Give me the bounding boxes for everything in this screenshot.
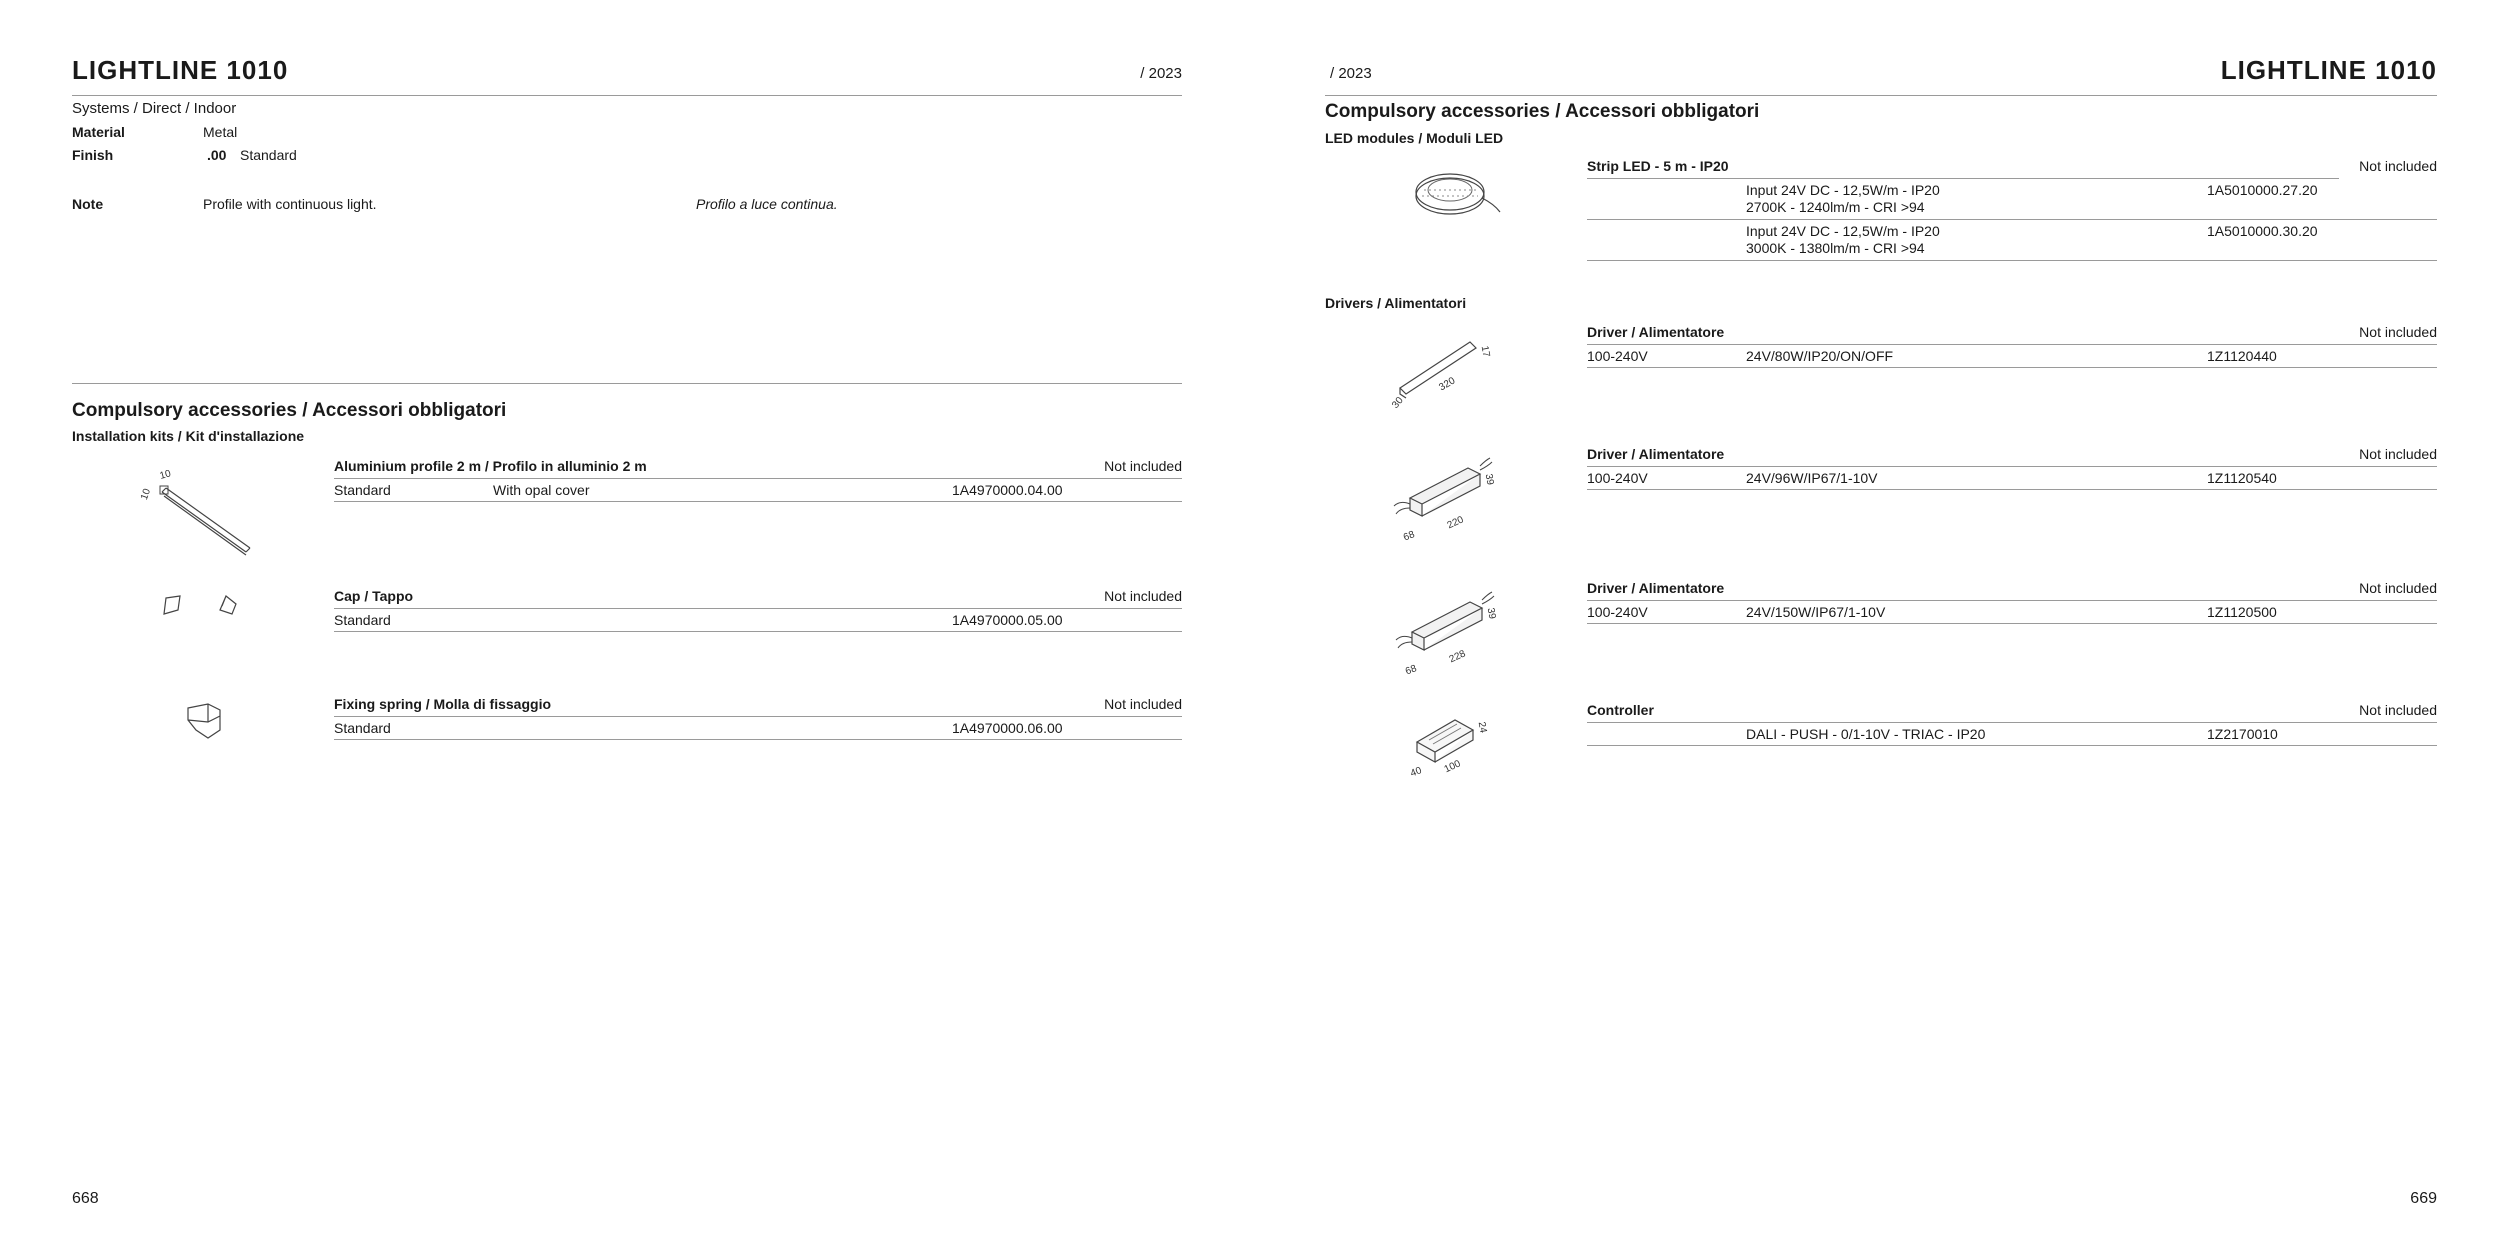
breadcrumb: Systems / Direct / Indoor [72,100,237,117]
section-title: Compulsory accessories / Accessori obbligatori [72,400,507,421]
table-row [1587,178,2339,219]
accessory-aluminium-profile [334,458,1182,502]
accessory-title: Fixing spring / Molla di fissaggio [334,696,552,712]
header-rule [1325,95,2437,96]
row-code: 1A5010000.30.20 [2207,223,2318,239]
row-code: 1Z2170010 [2207,726,2278,742]
right-page [1325,0,2437,1250]
row-spec: DALI - PUSH - 0/1-10V - TRIAC - IP20 [1746,726,1986,742]
driver-dim-width: 30 [1390,395,1406,411]
included-status: Not included [1104,696,1182,712]
left-page [72,0,1182,1250]
included-status: Not included [2359,702,2437,718]
subsection-drivers: Drivers / Alimentatori [1325,295,1467,311]
finish-code: .00 [207,147,227,163]
driver-dim-length: 220 [1445,514,1466,532]
table-row [334,478,1182,502]
included-status: Not included [1104,458,1182,474]
included-status: Not included [2359,324,2437,340]
row-variant: Standard [334,612,391,628]
subsection-title: Installation kits / Kit d'installazione [72,428,305,444]
cap-image [158,592,258,622]
row-spec-line2: 3000K - 1380lm/m - CRI >94 [1746,240,1925,256]
accessory-driver-150w [1587,580,2437,624]
row-variant: Standard [334,720,391,736]
controller-dim-height: 24 [1475,720,1489,734]
note-label: Note [72,196,104,212]
table-row [1587,466,2437,490]
table-row [1587,722,2437,746]
row-input: 100-240V [1587,604,1648,620]
subsection-led: LED modules / Moduli LED [1325,130,1504,146]
table-row [334,716,1182,740]
accessory-title: Driver / Alimentatore [1587,446,1725,462]
included-status: Not included [1104,588,1182,604]
driver-150w-image [1390,582,1500,677]
section-rule [72,383,1182,384]
year-label: / 2023 [1330,65,1372,82]
row-description: With opal cover [493,482,590,498]
controller-dim-length: 100 [1442,758,1463,776]
driver-dim-length: 320 [1437,375,1458,394]
driver-dim-height: 39 [1484,606,1498,620]
row-input: 100-240V [1587,470,1648,486]
page-number: 669 [2410,1190,2437,1207]
row-code: 1Z1120540 [2207,470,2277,486]
accessory-title: Cap / Tappo [334,588,414,604]
row-input: 100-240V [1587,348,1648,364]
profile-dim-width: 10 [158,468,173,482]
note-english: Profile with continuous light. [203,196,377,212]
driver-80w-image [1390,328,1500,413]
row-code: 1A4970000.04.00 [952,482,1063,498]
row-spec: 24V/80W/IP20/ON/OFF [1746,348,1894,364]
driver-dim-height: 39 [1482,472,1496,486]
accessory-driver-80w [1587,324,2437,368]
included-status: Not included [2359,580,2437,596]
table-row [1587,344,2437,368]
controller-image [1405,700,1505,780]
row-variant: Standard [334,482,391,498]
row-code: 1A4970000.06.00 [952,720,1063,736]
driver-dim-width: 68 [1404,663,1419,678]
led-strip-image [1410,162,1505,222]
accessory-title: Driver / Alimentatore [1587,580,1725,596]
finish-value: Standard [240,147,297,163]
table-row [334,608,1182,632]
section-title: Compulsory accessories / Accessori obbligatori [1325,101,1760,122]
material-value: Metal [203,124,238,140]
row-spec-line1: Input 24V DC - 12,5W/m - IP20 [1746,223,1940,239]
driver-dim-length: 228 [1447,648,1468,666]
row-spec: 24V/96W/IP67/1-10V [1746,470,1878,486]
driver-dim-width: 68 [1402,529,1417,544]
year-label: / 2023 [1140,65,1182,82]
row-code: 1A4970000.05.00 [952,612,1063,628]
row-spec-line1: Input 24V DC - 12,5W/m - IP20 [1746,182,1940,198]
accessory-title: Strip LED - 5 m - IP20 [1587,158,1729,174]
table-row [1587,600,2437,624]
page-title: LIGHTLINE 1010 [2220,55,2437,85]
accessory-led-strip [1587,158,2437,261]
accessory-cap [334,588,1182,632]
row-code: 1A5010000.27.20 [2207,182,2318,198]
accessory-fixing-spring [334,696,1182,740]
accessory-title: Driver / Alimentatore [1587,324,1725,340]
driver-dim-height: 17 [1478,344,1492,358]
included-status: Not included [2359,446,2437,462]
header-rule [72,95,1182,96]
accessory-driver-96w [1587,446,2437,490]
fixing-spring-image [182,700,232,745]
driver-96w-image [1390,448,1500,543]
material-label: Material [72,124,125,140]
row-spec-line2: 2700K - 1240lm/m - CRI >94 [1746,199,1925,215]
page-title: LIGHTLINE 1010 [72,55,289,85]
aluminium-profile-image [134,462,264,557]
controller-dim-width: 40 [1409,765,1424,780]
table-row [1587,219,2437,261]
note-italian: Profilo a luce continua. [696,196,838,212]
accessory-title: Aluminium profile 2 m / Profilo in alluminio 2 m [334,458,647,474]
accessory-title: Controller [1587,702,1654,718]
row-code: 1Z1120440 [2207,348,2277,364]
row-code: 1Z1120500 [2207,604,2277,620]
accessory-controller [1587,702,2437,746]
profile-dim-height: 10 [138,487,154,502]
row-spec: 24V/150W/IP67/1-10V [1746,604,1886,620]
finish-label: Finish [72,147,114,163]
page-number: 668 [72,1190,99,1207]
included-status: Not included [2359,158,2437,174]
